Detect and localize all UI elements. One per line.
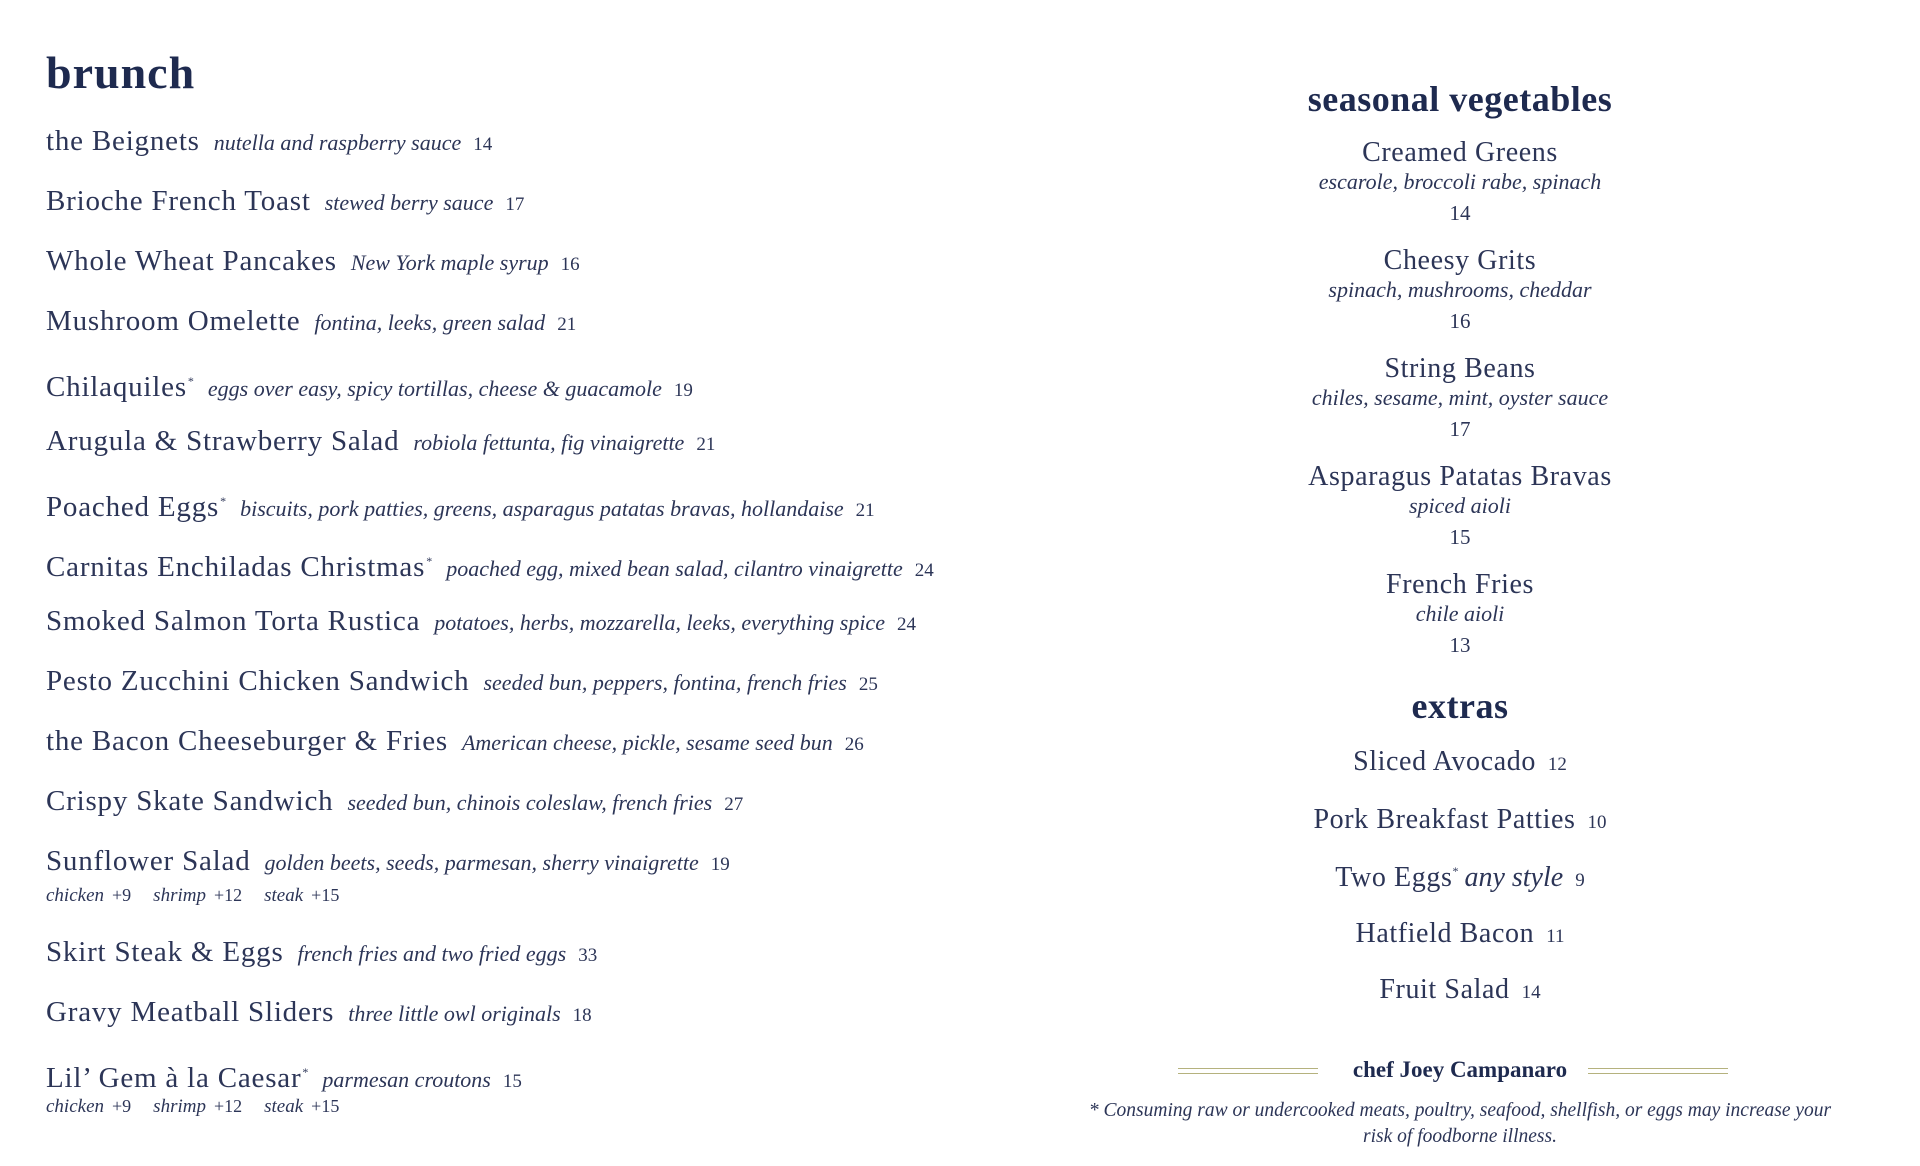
brunch-item-name: Skirt Steak & Eggs bbox=[46, 936, 284, 968]
brunch-item-price: 19 bbox=[710, 854, 730, 875]
addon-options bbox=[46, 881, 730, 910]
brunch-item-price: 16 bbox=[560, 254, 580, 275]
extra-item bbox=[1080, 746, 1840, 778]
brunch-item-price: 17 bbox=[505, 194, 525, 215]
brunch-item bbox=[46, 181, 524, 221]
brunch-item bbox=[46, 721, 864, 761]
extra-name: Hatfield Bacon bbox=[1355, 918, 1535, 949]
brunch-item-line bbox=[46, 721, 864, 761]
brunch-item-line bbox=[46, 421, 715, 461]
vegetable-item bbox=[1080, 245, 1840, 339]
addon-price: +15 bbox=[311, 885, 340, 905]
vegetable-item bbox=[1080, 353, 1840, 447]
extra-price: 12 bbox=[1547, 754, 1567, 775]
addon-name: shrimp bbox=[153, 885, 206, 906]
addon-price: +9 bbox=[112, 1096, 132, 1116]
brunch-item-price: 21 bbox=[557, 314, 577, 335]
brunch-item-description: golden beets, seeds, parmesan, sherry vinaigrette bbox=[264, 850, 699, 875]
brunch-item-description: french fries and two fried eggs bbox=[297, 941, 567, 966]
addon-name: shrimp bbox=[153, 1096, 206, 1117]
vegetable-item bbox=[1080, 137, 1840, 231]
addon-price: +12 bbox=[213, 885, 243, 905]
brunch-item bbox=[46, 932, 597, 972]
brunch-item-price: 18 bbox=[572, 1005, 592, 1026]
brunch-item-description: fontina, leeks, green salad bbox=[314, 310, 546, 335]
brunch-item bbox=[46, 601, 916, 641]
brunch-item-price: 24 bbox=[896, 614, 916, 635]
vegetable-name: French Fries bbox=[1386, 569, 1534, 600]
addon-price: +9 bbox=[112, 885, 132, 905]
brunch-item-name: the Beignets bbox=[46, 125, 200, 157]
extra-price: 11 bbox=[1546, 926, 1565, 947]
brunch-item-line bbox=[46, 992, 592, 1032]
extra-item bbox=[1080, 862, 1840, 894]
brunch-item-price: 15 bbox=[502, 1071, 522, 1092]
brunch-item-line bbox=[46, 481, 875, 521]
vegetable-name: Asparagus Patatas Bravas bbox=[1308, 461, 1612, 492]
vegetable-item bbox=[1080, 461, 1840, 555]
addon-name: steak bbox=[264, 885, 304, 906]
allergy-star: * bbox=[220, 494, 227, 508]
vegetables-title-wrap bbox=[1080, 78, 1840, 120]
addon-name: chicken bbox=[46, 885, 105, 906]
extra-item bbox=[1080, 918, 1840, 950]
brunch-item-description: robiola fettunta, fig vinaigrette bbox=[413, 430, 685, 455]
brunch-item-description: biscuits, pork patties, greens, asparagus patatas bravas, hollandaise bbox=[240, 496, 844, 521]
brunch-item-name: Pesto Zucchini Chicken Sandwich bbox=[46, 665, 470, 697]
vegetable-item bbox=[1080, 569, 1840, 663]
allergy-star: * bbox=[302, 1065, 309, 1079]
brunch-item-name: Crispy Skate Sandwich bbox=[46, 785, 334, 817]
brunch-item-description: American cheese, pickle, sesame seed bun bbox=[461, 730, 833, 755]
brunch-item-description: three little owl originals bbox=[348, 1001, 561, 1026]
vegetable-description: chile aioli bbox=[1415, 601, 1505, 626]
brunch-item bbox=[46, 841, 730, 910]
extras-title-wrap bbox=[1080, 685, 1840, 727]
extras-title: extras bbox=[1411, 686, 1509, 726]
brunch-item bbox=[46, 992, 592, 1032]
addon-price: +12 bbox=[213, 1096, 243, 1116]
brunch-item-name: Carnitas Enchiladas Christmas bbox=[46, 551, 426, 583]
brunch-item-description: potatoes, herbs, mozzarella, leeks, everything spice bbox=[434, 610, 885, 635]
brunch-item bbox=[46, 421, 715, 461]
brunch-item-description: stewed berry sauce bbox=[324, 190, 494, 215]
brunch-item-line bbox=[46, 301, 576, 341]
brunch-item-line bbox=[46, 181, 524, 221]
vegetable-description: spiced aioli bbox=[1408, 493, 1512, 518]
brunch-item-name: Whole Wheat Pancakes bbox=[46, 245, 337, 277]
brunch-item-name: Smoked Salmon Torta Rustica bbox=[46, 605, 421, 637]
brunch-item-price: 21 bbox=[696, 434, 716, 455]
brunch-item-name: Brioche French Toast bbox=[46, 185, 311, 217]
addon-option bbox=[153, 885, 242, 906]
brunch-item-price: 14 bbox=[473, 134, 493, 155]
brunch-item-description: eggs over easy, spicy tortillas, cheese & guacamole bbox=[207, 376, 662, 401]
extra-name: Pork Breakfast Patties bbox=[1313, 804, 1576, 835]
brunch-item-line bbox=[46, 841, 730, 881]
brunch-item-description: seeded bun, chinois coleslaw, french fries bbox=[347, 790, 713, 815]
brunch-item-line bbox=[46, 661, 878, 701]
vegetable-name: Creamed Greens bbox=[1362, 137, 1558, 168]
addon-option bbox=[46, 885, 131, 906]
brunch-item bbox=[46, 241, 580, 281]
brunch-item-price: 19 bbox=[673, 380, 693, 401]
brunch-item-line bbox=[46, 1052, 522, 1092]
chef-signature bbox=[1080, 1052, 1840, 1088]
brunch-item-line bbox=[46, 241, 580, 281]
brunch-item bbox=[46, 541, 934, 581]
allergy-star: * bbox=[1452, 864, 1459, 878]
allergy-star: * bbox=[187, 374, 194, 388]
extra-note: any style bbox=[1464, 862, 1564, 893]
brunch-item-name: Gravy Meatball Sliders bbox=[46, 996, 335, 1028]
addon-option bbox=[153, 1096, 242, 1117]
brunch-item-name: Poached Eggs bbox=[46, 491, 220, 523]
brunch-item-description: New York maple syrup bbox=[350, 250, 549, 275]
addon-name: chicken bbox=[46, 1096, 105, 1117]
brunch-item-line bbox=[46, 932, 597, 972]
brunch-item bbox=[46, 481, 875, 521]
brunch-item-description: nutella and raspberry sauce bbox=[213, 130, 462, 155]
vegetable-description: spinach, mushrooms, cheddar bbox=[1328, 277, 1592, 302]
extra-name: Sliced Avocado bbox=[1353, 746, 1536, 777]
brunch-item-name: Arugula & Strawberry Salad bbox=[46, 425, 400, 457]
brunch-item bbox=[46, 781, 743, 821]
brunch-item bbox=[46, 121, 492, 161]
vegetables-title: seasonal vegetables bbox=[1307, 79, 1613, 119]
addon-price: +15 bbox=[311, 1096, 340, 1116]
brunch-item-name: Sunflower Salad bbox=[46, 845, 251, 877]
extra-name: Fruit Salad bbox=[1379, 974, 1510, 1005]
brunch-item-price: 24 bbox=[914, 560, 934, 581]
brunch-item bbox=[46, 1052, 522, 1121]
addon-options bbox=[46, 1092, 522, 1121]
brunch-item-line bbox=[46, 781, 743, 821]
brunch-item-description: seeded bun, peppers, fontina, french fries bbox=[483, 670, 847, 695]
brunch-item-line bbox=[46, 541, 934, 581]
vegetable-price: 14 bbox=[1449, 201, 1471, 225]
brunch-item bbox=[46, 361, 693, 401]
brunch-item-line bbox=[46, 121, 492, 161]
extra-item bbox=[1080, 974, 1840, 1006]
extra-price: 14 bbox=[1521, 982, 1541, 1003]
chef-name: chef Joey Campanaro bbox=[1352, 1057, 1568, 1082]
foodborne-illness-warning: * Consuming raw or undercooked meats, poultry, seafood, shellfish, or eggs may increase your risk of foodborne illness. bbox=[1088, 1100, 1832, 1147]
vegetable-price: 13 bbox=[1449, 633, 1471, 657]
brunch-item-name: Mushroom Omelette bbox=[46, 305, 301, 337]
addon-option bbox=[264, 885, 339, 906]
vegetable-price: 16 bbox=[1449, 309, 1471, 333]
vegetable-description: chiles, sesame, mint, oyster sauce bbox=[1311, 385, 1609, 410]
brunch-item-line bbox=[46, 601, 916, 641]
brunch-item-price: 27 bbox=[724, 794, 744, 815]
addon-option bbox=[264, 1096, 339, 1117]
brunch-item-description: parmesan croutons bbox=[322, 1067, 491, 1092]
brunch-item-name: Lil’ Gem à la Caesar bbox=[46, 1062, 302, 1094]
vegetable-name: String Beans bbox=[1384, 353, 1536, 384]
addon-name: steak bbox=[264, 1096, 304, 1117]
vegetable-price: 15 bbox=[1449, 525, 1471, 549]
brunch-item-price: 25 bbox=[858, 674, 878, 695]
brunch-item-line bbox=[46, 361, 693, 401]
brunch-item-price: 26 bbox=[844, 734, 864, 755]
vegetable-name: Cheesy Grits bbox=[1383, 245, 1537, 276]
brunch-item bbox=[46, 661, 878, 701]
vegetable-description: escarole, broccoli rabe, spinach bbox=[1318, 169, 1602, 194]
brunch-item-name: the Bacon Cheeseburger & Fries bbox=[46, 725, 448, 757]
brunch-item-price: 33 bbox=[578, 945, 598, 966]
brunch-item-description: poached egg, mixed bean salad, cilantro vinaigrette bbox=[446, 556, 903, 581]
addon-option bbox=[46, 1096, 131, 1117]
extra-item bbox=[1080, 804, 1840, 836]
vegetable-price: 17 bbox=[1449, 417, 1471, 441]
brunch-item-price: 21 bbox=[855, 500, 875, 521]
brunch-title: brunch bbox=[46, 47, 196, 98]
allergy-star: * bbox=[426, 554, 433, 568]
extra-name: Two Eggs bbox=[1335, 862, 1453, 893]
extra-price: 10 bbox=[1587, 812, 1607, 833]
brunch-item-name: Chilaquiles bbox=[46, 371, 187, 403]
extra-price: 9 bbox=[1575, 870, 1585, 891]
brunch-item bbox=[46, 301, 576, 341]
